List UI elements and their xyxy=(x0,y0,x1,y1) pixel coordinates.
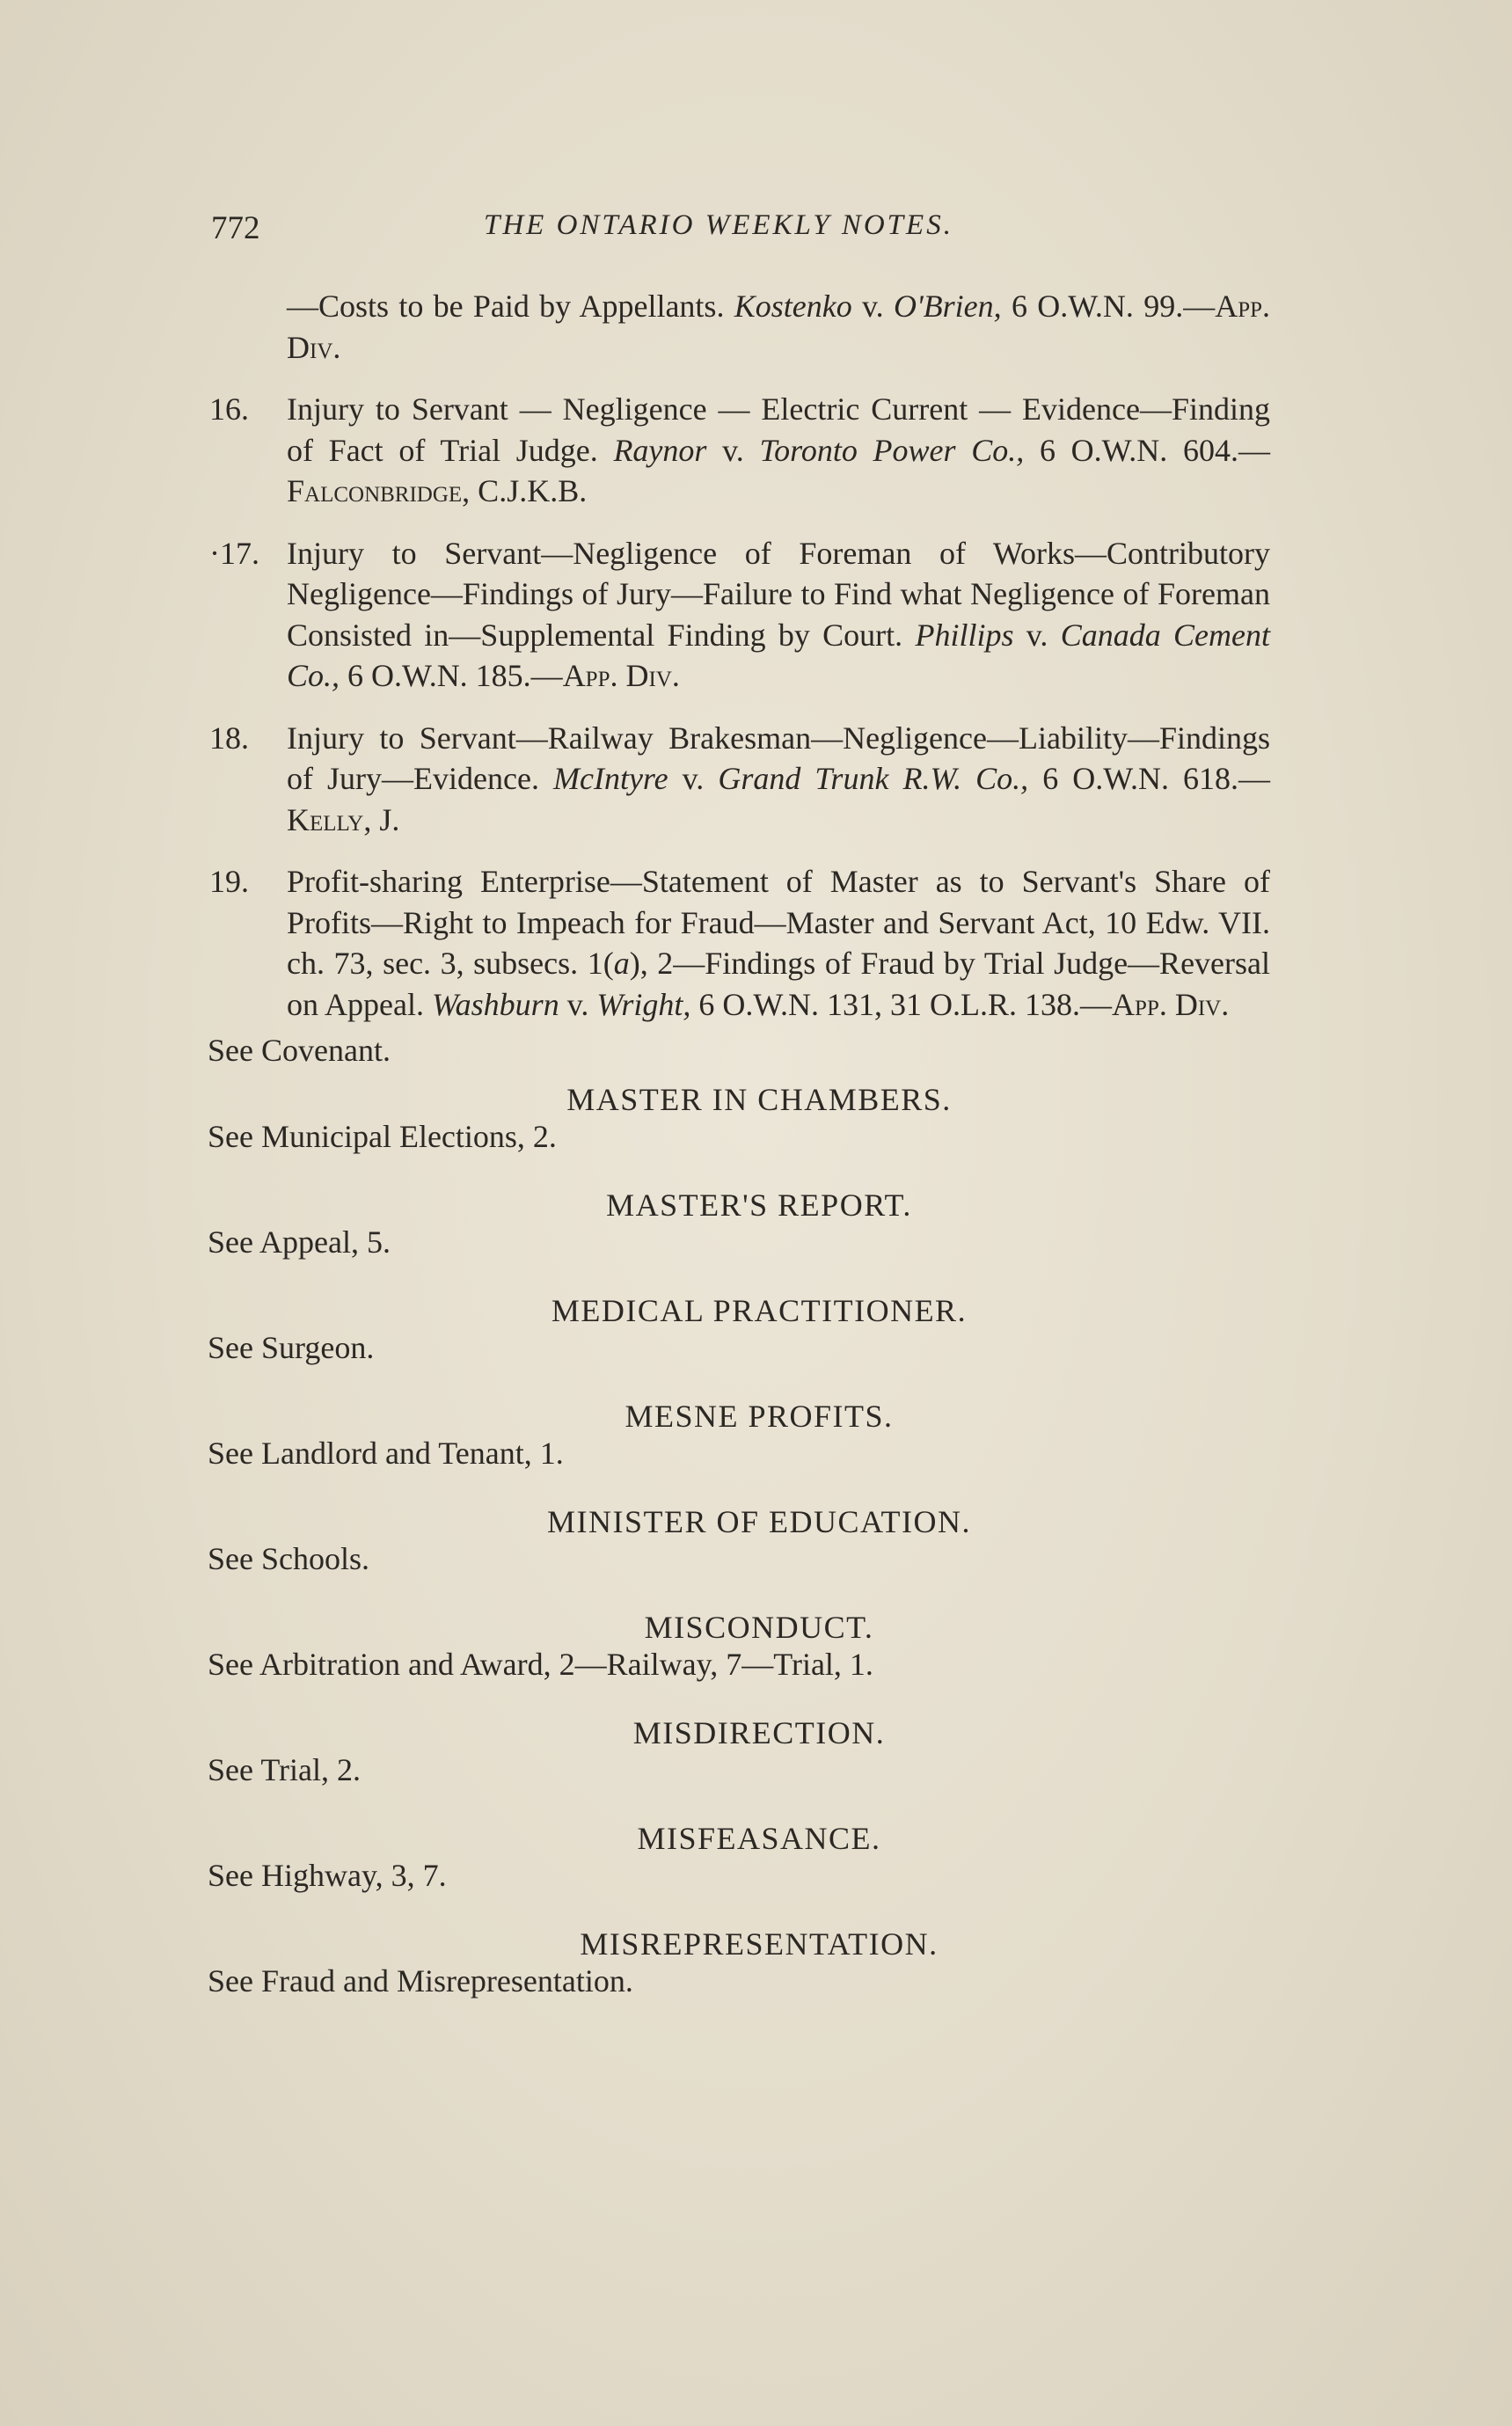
section-see-reference: See Surgeon. xyxy=(208,1329,375,1365)
section-see-reference: See Highway, 3, 7. xyxy=(208,1857,447,1893)
page-header xyxy=(211,209,1302,253)
section-heading: MESNE PROFITS. xyxy=(625,1398,894,1434)
entry-number: 18. xyxy=(209,720,249,756)
section-see-reference: See Arbitration and Award, 2—Railway, 7—Trial, 1. xyxy=(208,1646,873,1682)
index-entry-16: 16. Injury to Servant — Negligence — Electric Current — Evidence—Finding of Fact of Trial Judge. Raynor v. Toronto Power Co., 6 O.W.N. 604.—Falconbridge, C.J.K.B. xyxy=(204,389,1270,512)
page-number: 772 xyxy=(211,210,260,246)
section-heading: MINISTER OF EDUCATION. xyxy=(547,1503,971,1539)
section-heading: MISFEASANCE. xyxy=(637,1820,881,1856)
index-entry-18: 18. Injury to Servant—Railway Brakesman—Negligence—Liability—Findings of Jury—Evidence. McIntyre v. Grand Trunk R.W. Co., 6 O.W.N. 618.—Kelly, J. xyxy=(204,718,1270,841)
section-see-reference: See Municipal Elections, 2. xyxy=(208,1118,557,1154)
index-content xyxy=(204,286,1270,2030)
section-see-reference: See Fraud and Misrepresentation. xyxy=(208,1962,633,1999)
section-heading: MEDICAL PRACTITIONER. xyxy=(551,1292,968,1328)
section-see-reference: See Trial, 2. xyxy=(208,1751,362,1787)
section-heading: MASTER'S REPORT. xyxy=(606,1187,912,1223)
index-entry-19: 19. Profit-sharing Enterprise—Statement of Master as to Servant's Share of Profits—Right to Impeach for Fraud—Master and Servant Act, 10 Edw. VII. ch. 73, sec. 3, subsecs. 1(a), 2—Findings of Fraud by Trial Judge—Reversal on Appeal. Washburn v. Wright, 6 O.W.N. 131, 31 O.L.R. 138.—App. Div. xyxy=(204,861,1270,1025)
section-see-reference: See Appeal, 5. xyxy=(208,1224,391,1260)
see-covenant: See Covenant. xyxy=(208,1033,391,1068)
entry-number: 16. xyxy=(209,391,249,427)
entry-number: ·17. xyxy=(209,535,259,571)
section-see-reference: See Schools. xyxy=(208,1540,369,1576)
section-heading: MISCONDUCT. xyxy=(644,1609,874,1645)
index-entry-17: ·17. Injury to Servant—Negligence of Foreman of Works—Contributory Negligence—Findings of Jury—Failure to Find what Negligence of Foreman Consisted in—Supplemental Finding by Court. Phillips v. Canada Cement Co., 6 O.W.N. 185.—App. Div. xyxy=(204,533,1270,697)
section-heading: MASTER IN CHAMBERS. xyxy=(566,1081,952,1117)
section-heading: MISREPRESENTATION. xyxy=(580,1925,939,1962)
entry-number: 19. xyxy=(209,864,249,899)
index-entry-continuation: —Costs to be Paid by Appellants. Kostenko v. O'Brien, 6 O.W.N. 99.—App. Div. xyxy=(287,289,1271,365)
section-heading: MISDIRECTION. xyxy=(632,1714,886,1750)
running-title: THE ONTARIO WEEKLY NOTES. xyxy=(484,209,953,241)
section-see-reference: See Landlord and Tenant, 1. xyxy=(208,1435,564,1471)
